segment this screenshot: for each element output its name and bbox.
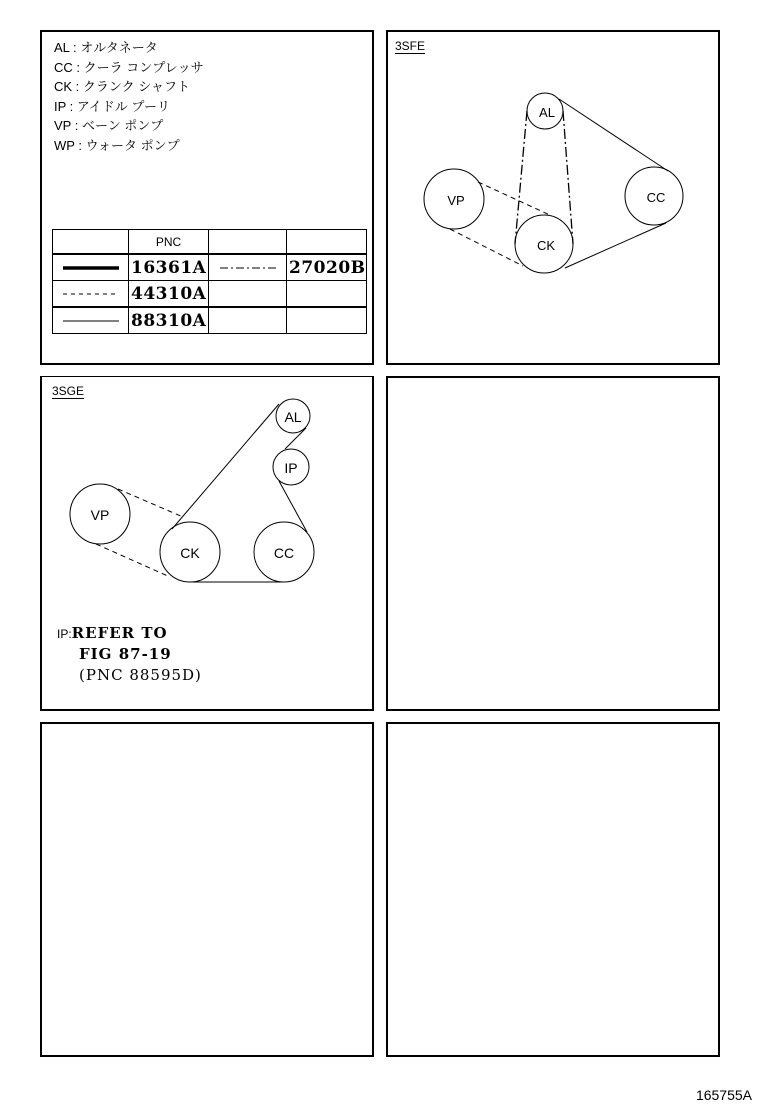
- pulley-label-ip: IP: [284, 460, 298, 476]
- pulley-label-al: AL: [284, 409, 302, 425]
- pnc-table: [52, 229, 367, 334]
- note-prefix: IP:: [57, 627, 72, 641]
- ip-reference-note: [57, 623, 202, 686]
- pnc-table-header: [53, 230, 367, 255]
- legend-item-al: AL : オルタネータ: [54, 40, 158, 55]
- empty-panel-left-bottom: [40, 722, 374, 1057]
- abbreviation-legend: [54, 38, 204, 155]
- empty-cell: [287, 307, 367, 334]
- pulley-label-al: AL: [539, 105, 555, 120]
- table-row: [53, 281, 367, 308]
- pnc-code: 27020B: [287, 254, 367, 281]
- legend-item-vp: VP : ベーン ポンプ: [54, 118, 164, 133]
- header-cell-line-2: [209, 230, 287, 255]
- pnc-code: 88310A: [129, 307, 209, 334]
- pulley-label-cc: CC: [646, 190, 666, 205]
- dashed-line-icon: [61, 291, 121, 297]
- empty-cell: [209, 307, 287, 334]
- pnc-code: 44310A: [129, 281, 209, 308]
- empty-cell: [209, 281, 287, 308]
- pulley-label-vp: VP: [447, 193, 465, 208]
- pulley-label-ck: CK: [180, 545, 200, 561]
- note-line-1: REFER TO: [71, 624, 168, 642]
- line-sample-thin-solid: [53, 307, 129, 334]
- diagram-panel-3sfe: [386, 30, 720, 365]
- header-cell-pnc-2: [287, 230, 367, 255]
- header-cell-pnc: PNC: [129, 230, 209, 255]
- note-line-3: (PNC 88595D): [79, 666, 202, 684]
- legend-item-cc: CC : クーラ コンプレッサ: [54, 59, 204, 75]
- diagram-panel-3sge: [40, 376, 374, 711]
- legend-item-wp: WP : ウォータ ポンプ: [54, 137, 180, 153]
- line-sample-dash-dot: [209, 254, 287, 281]
- thick-solid-line-icon: [61, 265, 121, 271]
- empty-panel-right-bottom: [386, 722, 720, 1057]
- legend-item-ck: CK : クランク シャフト: [54, 79, 190, 94]
- belt-al-cc-ck: [559, 99, 668, 268]
- pulley-label-ck: CK: [536, 238, 556, 253]
- header-cell-line: [53, 230, 129, 255]
- figure-id: 165755A: [695, 1087, 752, 1103]
- legend-item-ip: IP : アイドル プーリ: [54, 98, 170, 114]
- legend-panel: [40, 30, 374, 365]
- empty-cell: [287, 281, 367, 308]
- pulley-label-vp: VP: [90, 507, 110, 523]
- table-row: [53, 254, 367, 281]
- engine-label-3sge: 3SGE: [52, 384, 85, 398]
- dash-dot-line-icon: [218, 265, 278, 271]
- table-row: [53, 307, 367, 334]
- belt-al-ck: [515, 111, 573, 244]
- line-sample-thick-solid: [53, 254, 129, 281]
- engine-label-3sfe: 3SFE: [395, 39, 426, 53]
- note-line-2: FIG 87-19: [79, 645, 172, 663]
- belt-vp-ck: [96, 489, 183, 577]
- empty-panel-right-middle: [386, 376, 720, 711]
- thin-solid-line-icon: [61, 318, 121, 324]
- line-sample-dashed: [53, 281, 129, 308]
- pulley-label-cc: CC: [273, 545, 295, 561]
- pnc-code: 16361A: [129, 254, 209, 281]
